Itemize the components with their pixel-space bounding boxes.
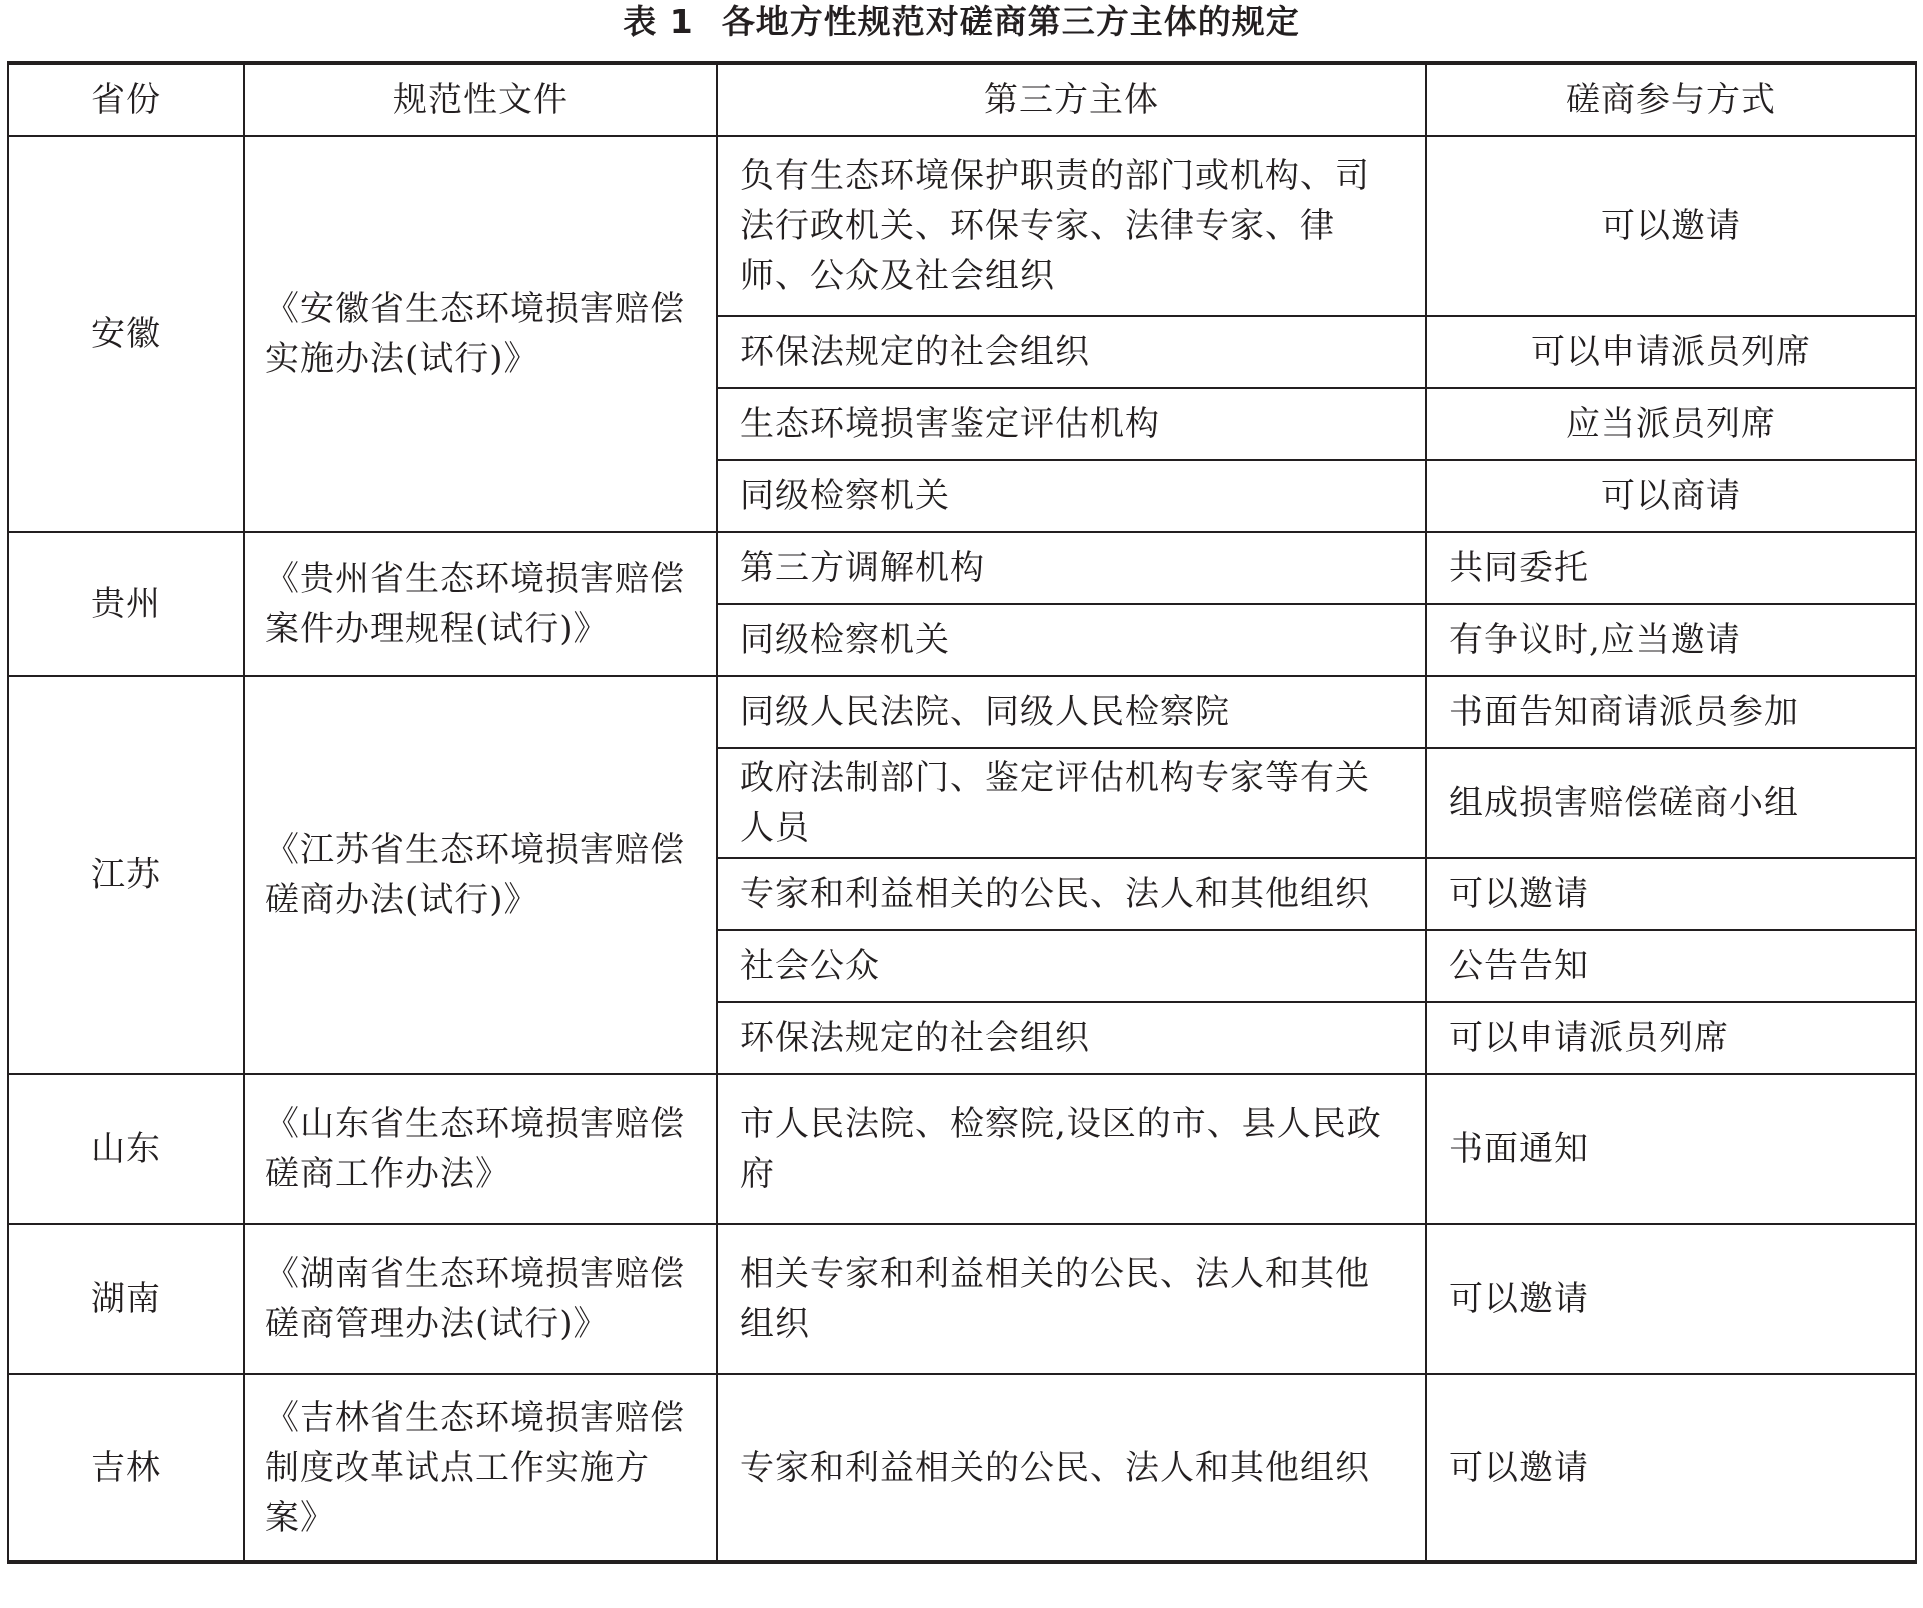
- table-row: [8, 136, 1916, 316]
- method-cell: 组成损害赔偿磋商小组: [1426, 748, 1916, 858]
- subject-cell: 专家和利益相关的公民、法人和其他组织: [717, 858, 1426, 930]
- province-cell: 安徽: [8, 136, 244, 532]
- subject-cell: 第三方调解机构: [717, 532, 1426, 604]
- subject-cell: 同级检察机关: [717, 460, 1426, 532]
- document-cell: 《吉林省生态环境损害赔偿制度改革试点工作实施方案》: [244, 1374, 717, 1562]
- subject-cell: 社会公众: [717, 930, 1426, 1002]
- subject-cell: 专家和利益相关的公民、法人和其他组织: [717, 1374, 1426, 1562]
- province-cell: 贵州: [8, 532, 244, 676]
- subject-cell: 同级人民法院、同级人民检察院: [717, 676, 1426, 748]
- province-cell: 山东: [8, 1074, 244, 1224]
- table-row: [8, 676, 1916, 748]
- regulations-table: [7, 61, 1917, 1564]
- method-cell: 书面通知: [1426, 1074, 1916, 1224]
- document-cell: 《湖南省生态环境损害赔偿磋商管理办法(试行)》: [244, 1224, 717, 1374]
- method-cell: 共同委托: [1426, 532, 1916, 604]
- document-cell: 《山东省生态环境损害赔偿磋商工作办法》: [244, 1074, 717, 1224]
- table-row: [8, 1074, 1916, 1224]
- header-method: 磋商参与方式: [1426, 63, 1916, 136]
- method-cell: 可以邀请: [1426, 858, 1916, 930]
- table-row: [8, 1374, 1916, 1562]
- method-cell: 可以申请派员列席: [1426, 316, 1916, 388]
- subject-cell: 市人民法院、检察院,设区的市、县人民政府: [717, 1074, 1426, 1224]
- table-row: [8, 1224, 1916, 1374]
- header-subject: 第三方主体: [717, 63, 1426, 136]
- header-province: 省份: [8, 63, 244, 136]
- table-number: 表 1: [623, 2, 694, 41]
- method-cell: 应当派员列席: [1426, 388, 1916, 460]
- province-cell: 吉林: [8, 1374, 244, 1562]
- subject-cell: 负有生态环境保护职责的部门或机构、司法行政机关、环保专家、法律专家、律师、公众及社会组织: [717, 136, 1426, 316]
- table-caption: 各地方性规范对磋商第三方主体的规定: [721, 2, 1300, 41]
- method-cell: 可以申请派员列席: [1426, 1002, 1916, 1074]
- table-title: [0, 0, 1923, 52]
- document-cell: 《江苏省生态环境损害赔偿磋商办法(试行)》: [244, 676, 717, 1074]
- method-cell: 有争议时,应当邀请: [1426, 604, 1916, 676]
- province-cell: 湖南: [8, 1224, 244, 1374]
- header-document: 规范性文件: [244, 63, 717, 136]
- subject-cell: 环保法规定的社会组织: [717, 316, 1426, 388]
- method-cell: 书面告知商请派员参加: [1426, 676, 1916, 748]
- document-cell: 《安徽省生态环境损害赔偿实施办法(试行)》: [244, 136, 717, 532]
- subject-cell: 同级检察机关: [717, 604, 1426, 676]
- table-row: [8, 532, 1916, 604]
- subject-cell: 政府法制部门、鉴定评估机构专家等有关人员: [717, 748, 1426, 858]
- method-cell: 可以邀请: [1426, 136, 1916, 316]
- header-row: [8, 63, 1916, 136]
- province-cell: 江苏: [8, 676, 244, 1074]
- method-cell: 可以邀请: [1426, 1224, 1916, 1374]
- method-cell: 可以邀请: [1426, 1374, 1916, 1562]
- document-cell: 《贵州省生态环境损害赔偿案件办理规程(试行)》: [244, 532, 717, 676]
- method-cell: 公告告知: [1426, 930, 1916, 1002]
- subject-cell: 环保法规定的社会组织: [717, 1002, 1426, 1074]
- subject-cell: 相关专家和利益相关的公民、法人和其他组织: [717, 1224, 1426, 1374]
- method-cell: 可以商请: [1426, 460, 1916, 532]
- subject-cell: 生态环境损害鉴定评估机构: [717, 388, 1426, 460]
